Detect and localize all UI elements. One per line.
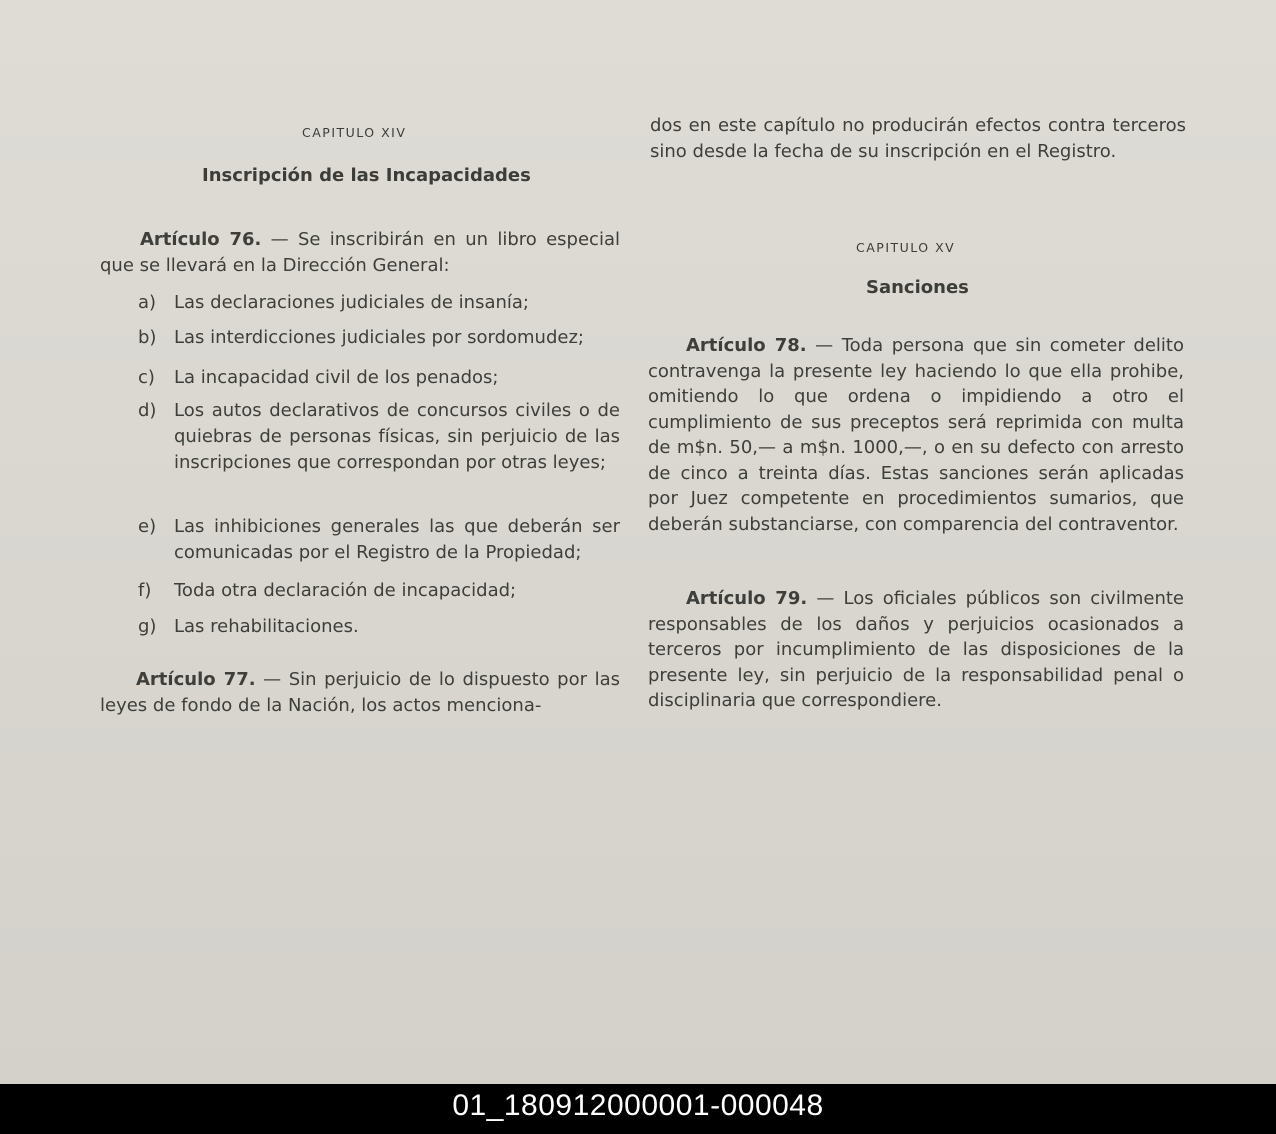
article-78-text: — Toda persona que sin cometer delito contravenga la presente ley haciendo lo que ella prohibe, omitiendo lo que ordena o impidiendo a otro el cumplimiento de sus preceptos será reprimida con multa de m$n. 50,— a m$n. 1000,—, o en su defecto con arresto de cinco a treinta días. Estas sanciones serán aplicadas por Juez competente en procedimientos sumarios, que deberán substanciarse, con comparencia del contraventor. xyxy=(648,335,1184,535)
chapter-xiv-label: CAPITULO XIV xyxy=(302,125,407,140)
list-item-text: Las interdicciones judiciales por sordomudez; xyxy=(174,327,584,348)
article-78 xyxy=(648,333,1184,537)
article-78-heading: Artículo 78. xyxy=(686,335,807,356)
list-item-text: Toda otra declaración de incapacidad; xyxy=(174,580,517,601)
list-item-text: Los autos declarativos de concursos civiles o de quiebras de personas físicas, sin perjuicio de las inscripciones que correspondan por otras leyes; xyxy=(174,400,620,473)
article-79-heading: Artículo 79. xyxy=(686,588,808,609)
article-76-text: — Se inscribirán en un libro especial que se llevará en la Dirección General: xyxy=(100,229,620,276)
article-77 xyxy=(100,667,620,718)
list-item-letter: g) xyxy=(138,616,157,637)
chapter-xv-label: CAPITULO XV xyxy=(856,240,956,255)
image-id-label: 01_180912000001-000048 xyxy=(452,1089,824,1122)
list-item-letter: c) xyxy=(138,367,155,388)
article-76 xyxy=(100,227,620,278)
list-item-letter: a) xyxy=(138,292,157,313)
article-79 xyxy=(648,586,1184,714)
list-item-text: Las inhibiciones generales las que deberán ser comunicadas por el Registro de la Propiedad; xyxy=(174,516,620,563)
list-item-text: Las rehabilitaciones. xyxy=(174,616,359,637)
list-item-text: La incapacidad civil de los penados; xyxy=(174,367,499,388)
list-item-text: Las declaraciones judiciales de insanía; xyxy=(174,292,529,313)
article-77-text: — Sin perjuicio de lo dispuesto por las leyes de fondo de la Nación, los actos menciona- xyxy=(100,669,620,716)
list-item-letter: b) xyxy=(138,327,157,348)
list-item-letter: e) xyxy=(138,516,157,537)
article-77-heading: Artículo 77. xyxy=(136,669,256,690)
chapter-xv-title: Sanciones xyxy=(866,277,969,298)
article-77-continuation: dos en este capítulo no producirán efectos contra terceros sino desde la fecha de su inscripción en el Registro. xyxy=(650,115,1186,162)
list-item-letter: d) xyxy=(138,400,157,421)
list-item-letter: f) xyxy=(138,580,152,601)
article-76-heading: Artículo 76. xyxy=(140,229,262,250)
article-79-text: — Los oficiales públicos son civilmente responsables de los daños y perjuicios ocasionados a terceros por incumplimiento de las disposiciones de la presente ley, sin perjuicio de la responsabilidad penal o disciplinaria que correspondiere. xyxy=(648,588,1184,711)
chapter-xiv-title: Inscripción de las Incapacidades xyxy=(202,165,531,186)
